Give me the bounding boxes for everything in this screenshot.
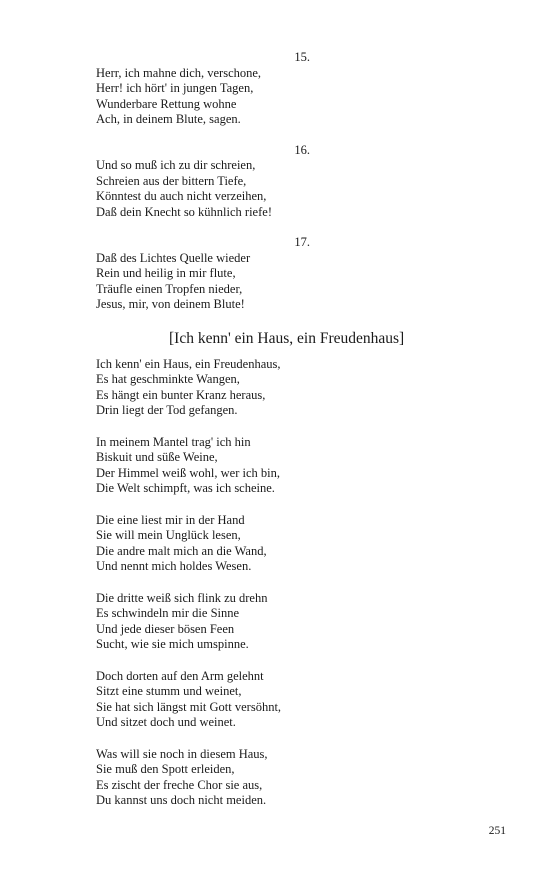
stanza (96, 669, 476, 731)
verse-line: In meinem Mantel trag' ich hin (96, 434, 251, 449)
verse-line: Wunderbare Rettung wohne (96, 96, 237, 111)
stanza (96, 66, 476, 128)
verse-line: Es hat geschminkte Wangen, (96, 372, 240, 386)
verse-line: Und nennt mich holdes Wesen. (96, 559, 252, 573)
verse-line: Und jede dieser bösen Feen (96, 621, 235, 636)
stanza-gap (96, 128, 476, 143)
stanza (96, 435, 476, 497)
verse-line: Ich kenn' ein Haus, ein Freudenhaus, (96, 356, 281, 371)
verse-line: Die eine liest mir in der Hand (96, 512, 245, 527)
page-body (96, 50, 476, 809)
verse-line: Rein und heilig in mir flute, (96, 266, 236, 280)
stanza (96, 357, 476, 419)
verse-line: Was will sie noch in diesem Haus, (96, 746, 268, 761)
page-number: 251 (488, 825, 506, 837)
verse-line: Sie hat sich längst mit Gott versöhnt, (96, 699, 282, 714)
verse-line: Die andre malt mich an die Wand, (96, 543, 267, 558)
stanza-gap (96, 497, 476, 513)
verse-line: Daß dein Knecht so kühnlich riefe! (96, 204, 272, 219)
poem-title: [Ich kenn' ein Haus, ein Freudenhaus] (169, 329, 405, 347)
verse-line: Daß des Lichtes Quelle wieder (96, 250, 251, 265)
stanza (96, 513, 476, 575)
stanza (96, 591, 476, 653)
verse-line: Ach, in deinem Blute, sagen. (96, 112, 241, 126)
verse-line: Könntest du auch nicht verzeihen, (96, 189, 267, 203)
verse-line: Sie will mein Unglück lesen, (96, 528, 241, 542)
stanza-number: 17. (294, 235, 310, 249)
verse-line: Sitzt eine stumm und weinet, (96, 684, 242, 698)
verse-line: Biskuit und süße Weine, (96, 450, 218, 464)
verse-line: Und sitzet doch und weinet. (96, 715, 236, 729)
stanza-gap (96, 575, 476, 591)
verse-line: Sucht, wie sie mich umspinne. (96, 637, 249, 651)
verse-line: Und so muß ich zu dir schreien, (96, 158, 256, 172)
stanza (96, 251, 476, 313)
verse-line: Schreien aus der bittern Tiefe, (96, 173, 247, 188)
verse-line: Jesus, mir, von deinem Blute! (96, 297, 245, 311)
stanza-gap (96, 220, 476, 235)
verse-line: Träufle einen Tropfen nieder, (96, 281, 243, 296)
verse-line: Der Himmel weiß wohl, wer ich bin, (96, 465, 280, 480)
verse-line: Du kannst uns doch nicht meiden. (96, 793, 267, 807)
verse-line: Es schwindeln mir die Sinne (96, 606, 240, 620)
verse-line: Die Welt schimpft, was ich scheine. (96, 481, 275, 495)
verse-line: Herr! ich hört' in jungen Tagen, (96, 81, 254, 95)
verse-line: Es hängt ein bunter Kranz heraus, (96, 387, 266, 402)
stanza-number: 16. (294, 142, 310, 157)
verse-line: Herr, ich mahne dich, verschone, (96, 65, 262, 80)
stanza-number: 15. (294, 50, 310, 64)
stanza-gap (96, 419, 476, 435)
verse-line: Doch dorten auf den Arm gelehnt (96, 668, 264, 683)
stanza-gap (96, 653, 476, 669)
verse-line: Die dritte weiß sich flink zu drehn (96, 590, 268, 605)
stanza (96, 747, 476, 809)
verse-line: Es zischt der freche Chor sie aus, (96, 777, 263, 792)
stanza-gap (96, 731, 476, 747)
verse-line: Drin liegt der Tod gefangen. (96, 403, 238, 417)
verse-line: Sie muß den Spott erleiden, (96, 762, 235, 776)
stanza (96, 158, 476, 220)
